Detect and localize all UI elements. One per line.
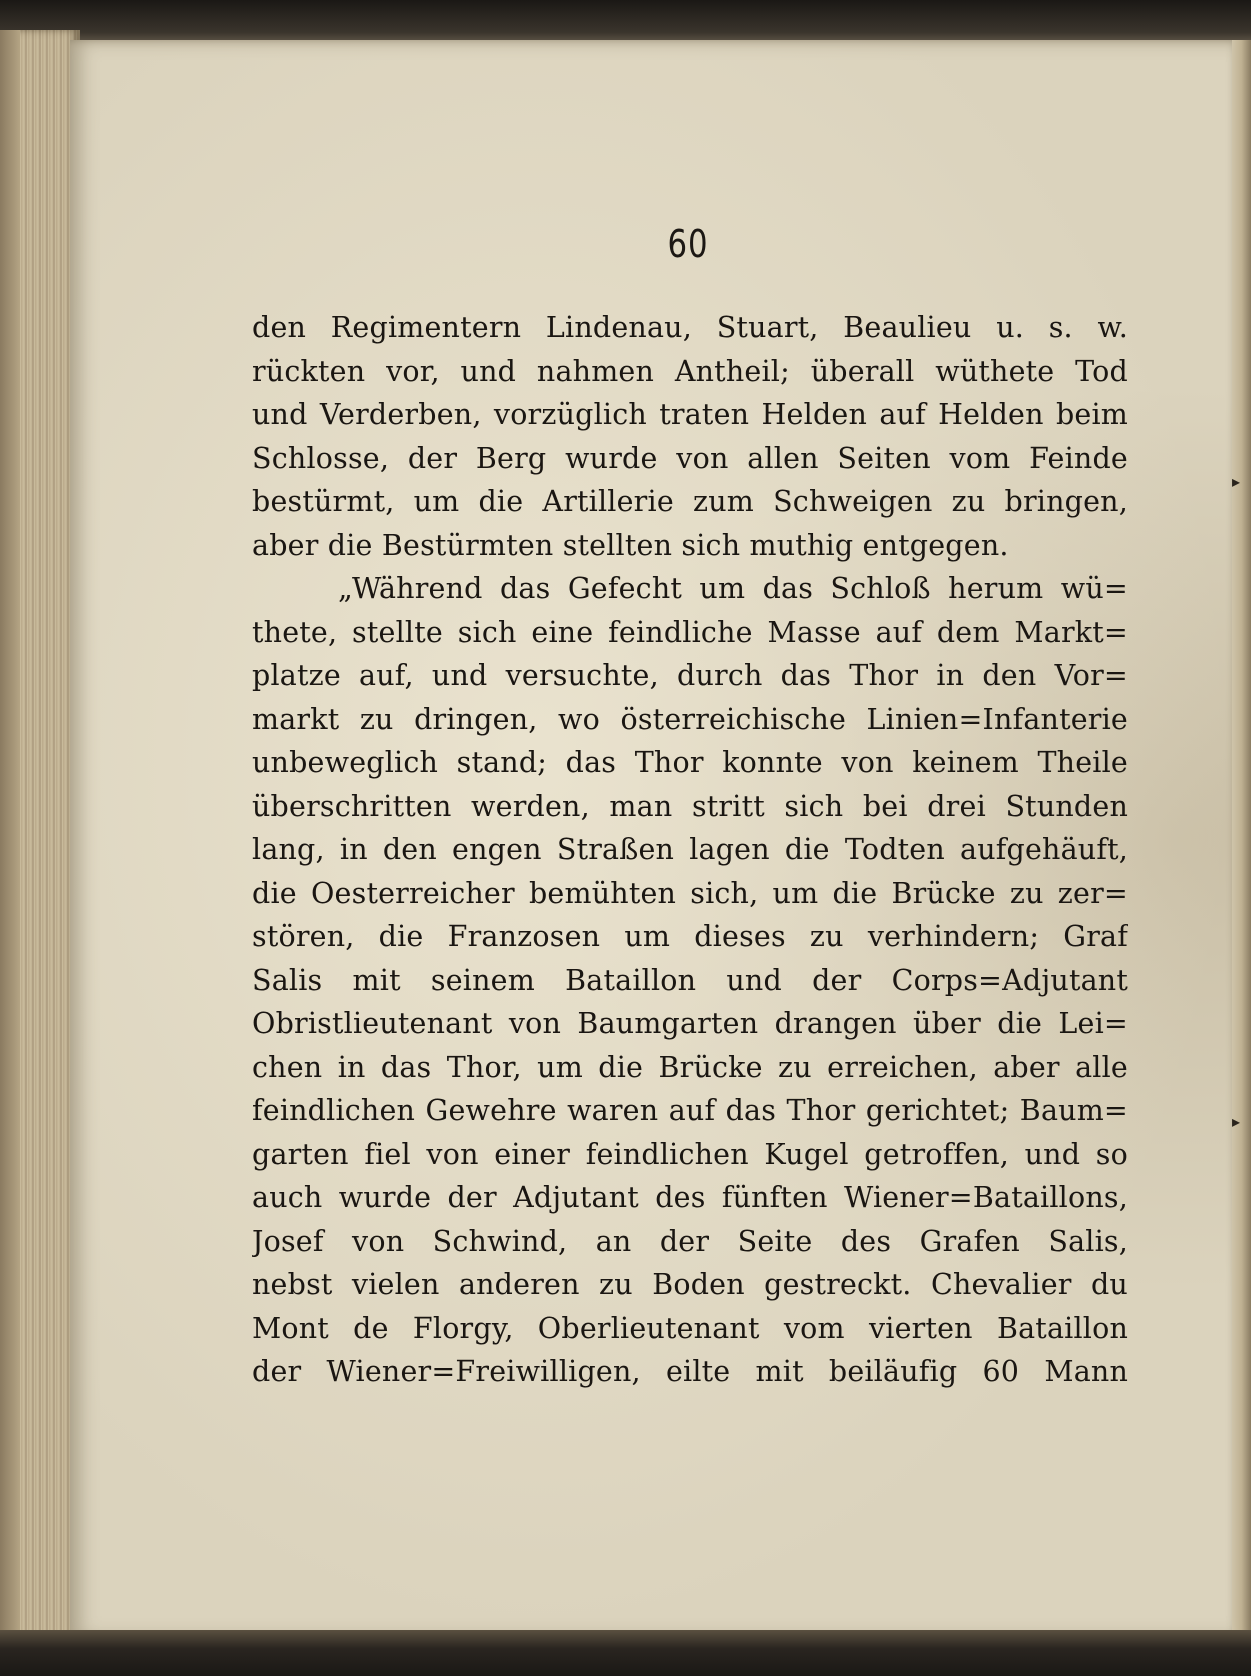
text-line: thete, stellte sich eine feindliche Masse auf dem Markt= bbox=[252, 615, 1128, 649]
text-line: Josef von Schwind, an der Seite des Grafen Salis, bbox=[252, 1224, 1128, 1258]
book-bottom-edge bbox=[0, 1630, 1251, 1676]
page-right-edge bbox=[1232, 40, 1251, 1638]
text-line: Mont de Florgy, Oberlieutenant vom vierten Bataillon bbox=[252, 1311, 1128, 1345]
text-line: aber die Bestürmten stellten sich muthig entgegen. bbox=[252, 528, 1009, 562]
text-line: feindlichen Gewehre waren auf das Thor gerichtet; Baum= bbox=[252, 1094, 1128, 1127]
text-line: den Regimentern Lindenau, Stuart, Beaulieu u. s. w. bbox=[252, 311, 1128, 344]
text-line: nebst vielen anderen zu Boden gestreckt. Chevalier du bbox=[252, 1268, 1128, 1301]
text-line: bestürmt, um die Artillerie zum Schweigen zu bringen, bbox=[252, 485, 1128, 518]
text-line: unbeweglich stand; das Thor konnte von keinem Theile bbox=[252, 746, 1128, 779]
text-line: chen in das Thor, um die Brücke zu erreichen, aber alle bbox=[252, 1050, 1128, 1084]
text-line: der Wiener=Freiwilligen, eilte mit beiläufig 60 Mann bbox=[252, 1355, 1128, 1388]
text-line: lang, in den engen Straßen lagen die Todten aufgehäuft, bbox=[252, 833, 1128, 866]
page-stack bbox=[0, 30, 80, 1640]
text-line: Obristlieutenant von Baumgarten drangen über die Lei= bbox=[252, 1007, 1128, 1040]
text-line: „Während das Gefecht um das Schloß herum wü= bbox=[338, 572, 1128, 605]
text-line: überschritten werden, man stritt sich bei drei Stunden bbox=[252, 789, 1128, 823]
text-line: die Oesterreicher bemühten sich, um die Brücke zu zer= bbox=[252, 876, 1128, 910]
margin-arrow-icon: ▸ bbox=[1232, 472, 1241, 491]
text-line: Salis mit seinem Bataillon und der Corps=Adjutant bbox=[252, 963, 1128, 997]
text-line: platze auf, und versuchte, durch das Thor in den Vor= bbox=[252, 659, 1128, 692]
body-text bbox=[252, 306, 1128, 1394]
book-spine-shadow bbox=[0, 30, 20, 1640]
text-line: und Verderben, vorzüglich traten Helden auf Helden beim bbox=[252, 398, 1128, 431]
text-line: Schlosse, der Berg wurde von allen Seiten vom Feinde bbox=[252, 441, 1128, 475]
text-line: stören, die Franzosen um dieses zu verhindern; Graf bbox=[252, 920, 1128, 953]
text-line: auch wurde der Adjutant des fünften Wiener=Bataillons, bbox=[252, 1181, 1128, 1214]
text-line: rückten vor, und nahmen Antheil; überall wüthete Tod bbox=[252, 354, 1128, 388]
text-line: markt zu dringen, wo österreichische Linien=Infanterie bbox=[252, 702, 1128, 736]
page-number: 60 bbox=[667, 222, 709, 266]
margin-arrow-icon: ▸ bbox=[1232, 1112, 1241, 1131]
text-line: garten fiel von einer feindlichen Kugel getroffen, und so bbox=[252, 1137, 1128, 1171]
